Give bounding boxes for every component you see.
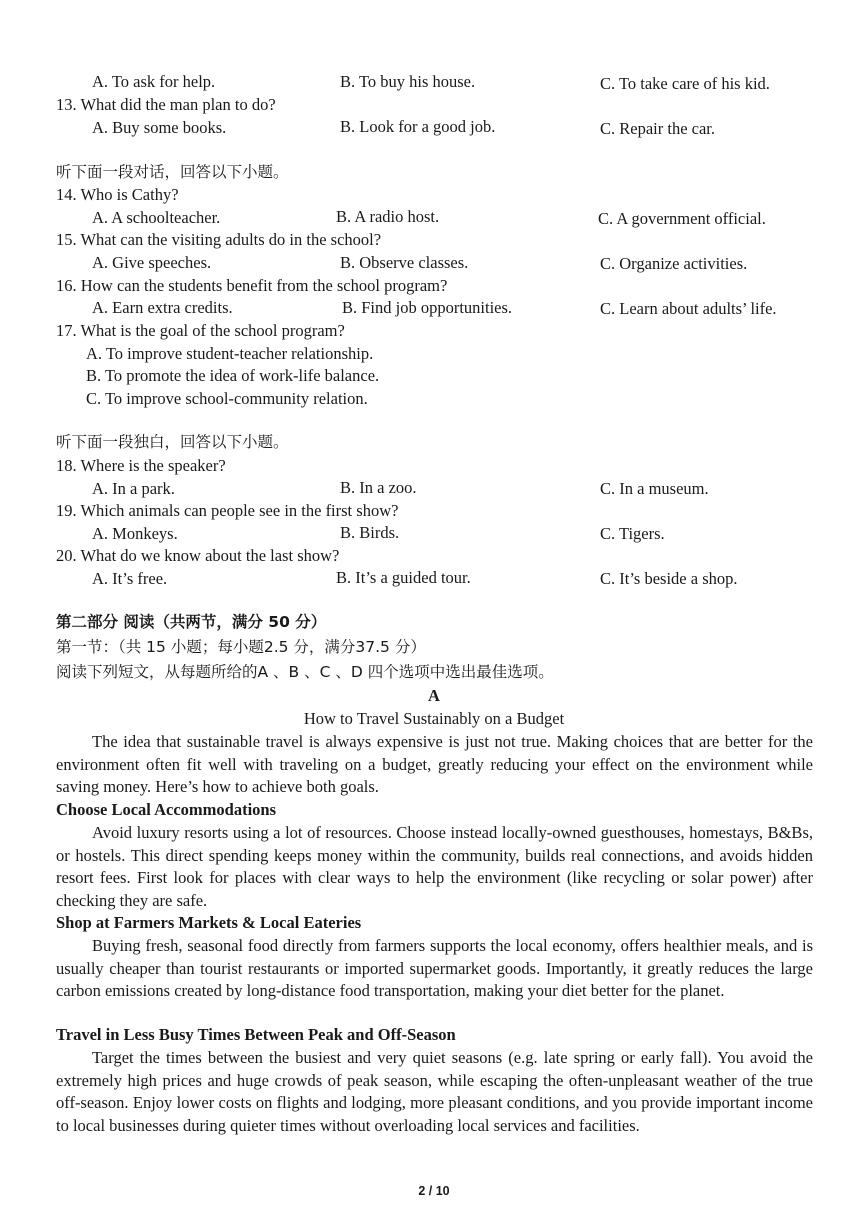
passage-title: How to Travel Sustainably on a Budget (303, 709, 565, 728)
q16-option-c: C. Learn about adults’ life. (600, 299, 777, 318)
paragraph-accommodations: Avoid luxury resorts using a lot of resources. Choose instead locally-owned guesthouses, homestays, B&Bs, or hostels. This direct spending keeps money within the community, builds real connections, and avoids hidden resort fees. First look for places with clear ways to help the environment (like recycling or solar power) after checking they are safe. (56, 823, 813, 910)
q20-option-b: B. It’s a guided tour. (336, 568, 471, 587)
q14-option-c: C. A government official. (598, 209, 766, 228)
q16-option-b: B. Find job opportunities. (342, 298, 513, 317)
q13-question: 13. What did the man plan to do? (56, 95, 276, 114)
q14-option-b: B. A radio host. (336, 207, 440, 226)
passage-label: A (428, 686, 440, 705)
q20-question: 20. What do we know about the last show? (56, 546, 340, 565)
q15-option-a: A. Give speeches. (92, 253, 212, 272)
q16-option-a: A. Earn extra credits. (92, 298, 233, 317)
q19-question: 19. Which animals can people see in the first show? (56, 501, 399, 520)
q18-option-a: A. In a park. (92, 479, 175, 498)
q16-question: 16. How can the students benefit from the school program? (56, 276, 448, 295)
q19-option-c: C. Tigers. (600, 524, 665, 543)
q15-option-c: C. Organize activities. (600, 254, 748, 273)
section-heading-timing: Travel in Less Busy Times Between Peak and Off-Season (56, 1025, 456, 1044)
q14-option-a: A. A schoolteacher. (92, 208, 221, 227)
q12-option-b: B. To buy his house. (340, 72, 476, 91)
reading-part-title: 第二部分 阅读（共两节，满分 50 分） (56, 613, 327, 631)
q19-option-a: A. Monkeys. (92, 524, 178, 543)
dialogue-instruction: 听下面一段对话，回答以下小题。 (56, 163, 289, 181)
q18-question: 18. Where is the speaker? (56, 456, 226, 475)
q15-option-b: B. Observe classes. (340, 253, 469, 272)
q13-option-a: A. Buy some books. (92, 118, 227, 137)
q17-question: 17. What is the goal of the school program? (56, 321, 345, 340)
q12-option-a: A. To ask for help. (92, 72, 216, 91)
q18-option-c: C. In a museum. (600, 479, 709, 498)
q19-option-b: B. Birds. (340, 523, 400, 542)
q18-option-b: B. In a zoo. (340, 478, 417, 497)
page-number: 2 / 10 (418, 1184, 450, 1198)
section-heading-markets: Shop at Farmers Markets & Local Eateries (56, 913, 362, 932)
paragraph-timing: Target the times between the busiest and very quiet seasons (e.g. late spring or early fall). You avoid the extremely high prices and huge crowds of peak season, while escaping the often-unpleasant weather of the true off-season. Enjoy lower costs on flights and lodging, more pleasant conditions, and you provide important income to local businesses during quieter times without overloading local services and facilities. (56, 1048, 813, 1135)
q14-question: 14. Who is Cathy? (56, 185, 179, 204)
q20-option-c: C. It’s beside a shop. (600, 569, 738, 588)
monologue-instruction: 听下面一段独白，回答以下小题。 (56, 433, 289, 451)
passage-intro: The idea that sustainable travel is always expensive is just not true. Making choices that are better for the environment often fit well with traveling on a budget, greatly reducing your effect on the environment while saving money. Here’s how to achieve both goals. (56, 732, 813, 797)
q13-option-c: C. Repair the car. (600, 119, 716, 138)
q12-option-c: C. To take care of his kid. (600, 74, 770, 93)
reading-instruction: 阅读下列短文，从每题所给的A 、B 、C 、D 四个选项中选出最佳选项。 (56, 663, 554, 681)
reading-section-title: 第一节：（共 15 小题；每小题2.5 分，满分37.5 分） (56, 638, 426, 656)
q20-option-a: A. It’s free. (92, 569, 168, 588)
q17-option-b: B. To promote the idea of work-life balance. (86, 366, 380, 385)
q15-question: 15. What can the visiting adults do in the school? (56, 230, 382, 249)
q13-option-b: B. Look for a good job. (340, 117, 496, 136)
section-heading-accommodations: Choose Local Accommodations (56, 800, 276, 819)
q17-option-a: A. To improve student-teacher relationship. (86, 344, 374, 363)
q17-option-c: C. To improve school-community relation. (86, 389, 368, 408)
paragraph-markets: Buying fresh, seasonal food directly from farmers supports the local economy, offers healthier meals, and is usually cheaper than tourist restaurants or imported supermarket goods. Importantly, it greatly reduces the large carbon emissions created by long-distance food transportation, making your diet better for the planet. (56, 936, 813, 1001)
